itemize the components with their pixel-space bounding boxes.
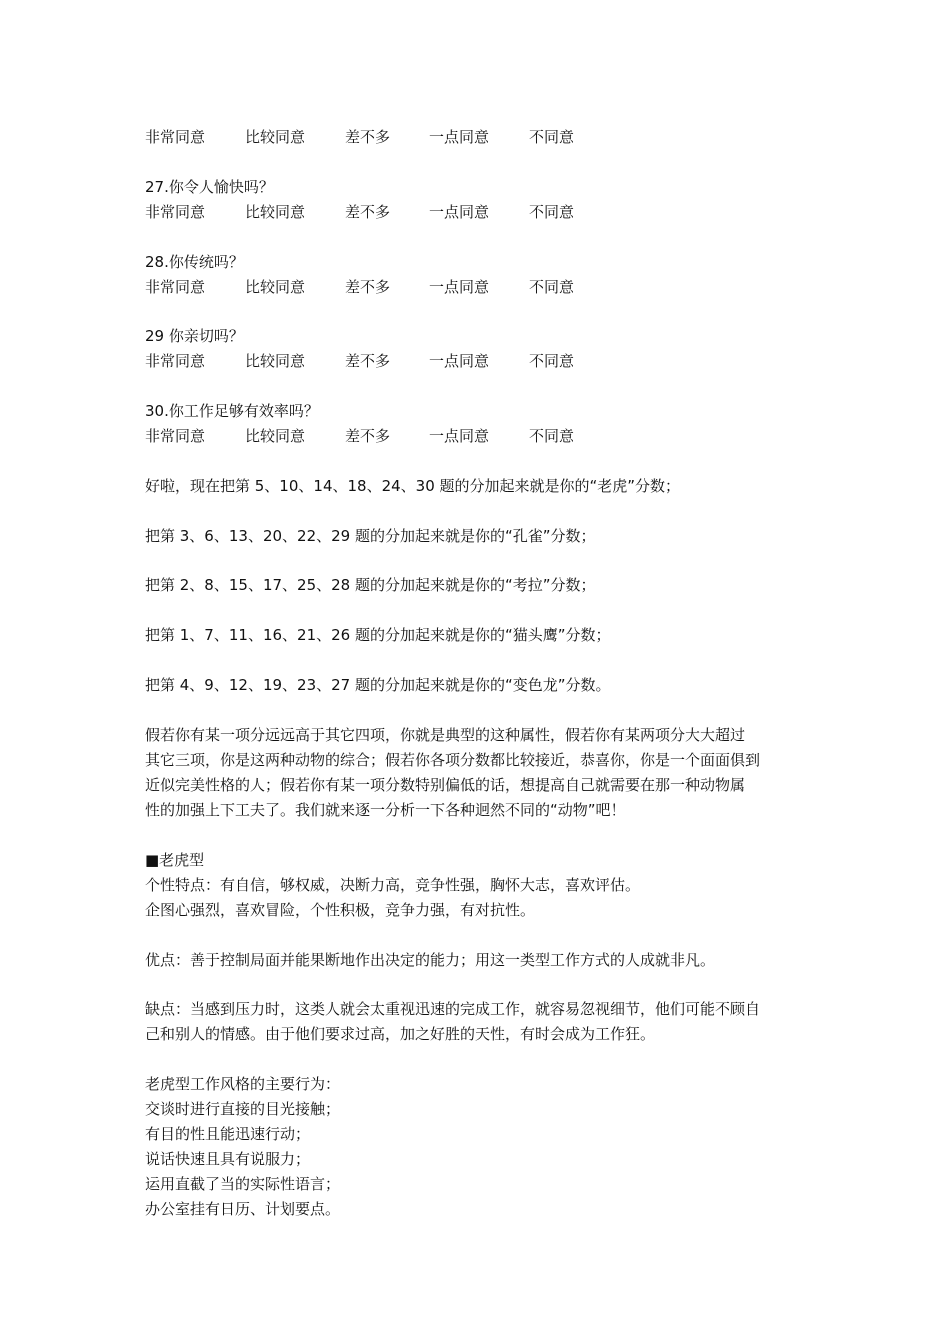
tiger-pros: 优点：善于控制局面并能果断地作出决定的能力；用这一类型工作方式的人成就非凡。 xyxy=(145,951,716,969)
scoring-peacock: 把第 3、6、13、20、22、29 题的分加起来就是你的“孔雀”分数； xyxy=(145,527,596,545)
tiger-traits-line: 企图心强烈，喜欢冒险，个性积极，竞争力强，有对抗性。 xyxy=(145,901,536,919)
tiger-behavior-item: 办公室挂有日历、计划要点。 xyxy=(145,1200,341,1218)
option-agree: 比较同意 xyxy=(245,278,306,296)
tiger-traits-line: 个性特点：有自信，够权威，决断力高，竞争性强，胸怀大志，喜欢评估。 xyxy=(145,876,641,894)
option-agree: 比较同意 xyxy=(245,128,306,146)
option-disagree: 不同意 xyxy=(529,128,575,146)
answer-options-row xyxy=(145,127,599,147)
option-strongly-agree: 非常同意 xyxy=(145,427,206,445)
scoring-chameleon: 把第 4、9、12、19、23、27 题的分加起来就是你的“变色龙”分数。 xyxy=(145,676,611,694)
answer-options-row xyxy=(145,277,599,297)
option-disagree: 不同意 xyxy=(529,203,575,221)
option-slightly-agree: 一点同意 xyxy=(429,352,490,370)
answer-options-row xyxy=(145,202,599,222)
analysis-line: 其它三项，你是这两种动物的综合；假若你各项分数都比较接近，恭喜你，你是一个面面俱到 xyxy=(145,751,761,769)
analysis-line: 假若你有某一项分远远高于其它四项，你就是典型的这种属性，假若你有某两项分大大超过 xyxy=(145,726,746,744)
analysis-line: 近似完美性格的人；假若你有某一项分数特别偏低的话，想提高自己就需要在那一种动物属 xyxy=(145,776,746,794)
tiger-cons-line: 己和别人的情感。由于他们要求过高，加之好胜的天性，有时会成为工作狂。 xyxy=(145,1025,656,1043)
scoring-koala: 把第 2、8、15、17、25、28 题的分加起来就是你的“考拉”分数； xyxy=(145,576,596,594)
question-30: 30.你工作足够有效率吗？ xyxy=(145,402,319,420)
option-strongly-agree: 非常同意 xyxy=(145,203,206,221)
option-strongly-agree: 非常同意 xyxy=(145,352,206,370)
answer-options-row xyxy=(145,426,599,446)
question-29: 29 你亲切吗？ xyxy=(145,327,244,345)
tiger-behavior-item: 运用直截了当的实际性语言； xyxy=(145,1175,341,1193)
tiger-behavior-item: 交谈时进行直接的目光接触； xyxy=(145,1100,341,1118)
tiger-behavior-item: 有目的性且能迅速行动； xyxy=(145,1125,311,1143)
option-slightly-agree: 一点同意 xyxy=(429,128,490,146)
option-disagree: 不同意 xyxy=(529,352,575,370)
option-slightly-agree: 一点同意 xyxy=(429,427,490,445)
tiger-cons-line: 缺点：当感到压力时，这类人就会太重视迅速的完成工作，就容易忽视细节，他们可能不顾自 xyxy=(145,1000,761,1018)
option-slightly-agree: 一点同意 xyxy=(429,278,490,296)
option-neutral: 差不多 xyxy=(345,427,391,445)
tiger-behavior-item: 说话快速且具有说服力； xyxy=(145,1150,311,1168)
option-disagree: 不同意 xyxy=(529,427,575,445)
option-slightly-agree: 一点同意 xyxy=(429,203,490,221)
option-strongly-agree: 非常同意 xyxy=(145,128,206,146)
scoring-owl: 把第 1、7、11、16、21、26 题的分加起来就是你的“猫头鹰”分数； xyxy=(145,626,611,644)
option-strongly-agree: 非常同意 xyxy=(145,278,206,296)
section-heading-tiger: ■老虎型 xyxy=(145,851,205,869)
option-neutral: 差不多 xyxy=(345,352,391,370)
option-neutral: 差不多 xyxy=(345,128,391,146)
option-neutral: 差不多 xyxy=(345,278,391,296)
scoring-tiger: 好啦，现在把第 5、10、14、18、24、30 题的分加起来就是你的“老虎”分数； xyxy=(145,477,681,495)
option-neutral: 差不多 xyxy=(345,203,391,221)
question-28: 28.你传统吗？ xyxy=(145,253,244,271)
option-agree: 比较同意 xyxy=(245,352,306,370)
answer-options-row xyxy=(145,351,599,371)
option-agree: 比较同意 xyxy=(245,427,306,445)
question-27: 27.你令人愉快吗？ xyxy=(145,178,274,196)
option-agree: 比较同意 xyxy=(245,203,306,221)
option-disagree: 不同意 xyxy=(529,278,575,296)
analysis-line: 性的加强上下工夫了。我们就来逐一分析一下各种迥然不同的“动物”吧！ xyxy=(145,801,626,819)
tiger-behaviors-title: 老虎型工作风格的主要行为： xyxy=(145,1075,341,1093)
